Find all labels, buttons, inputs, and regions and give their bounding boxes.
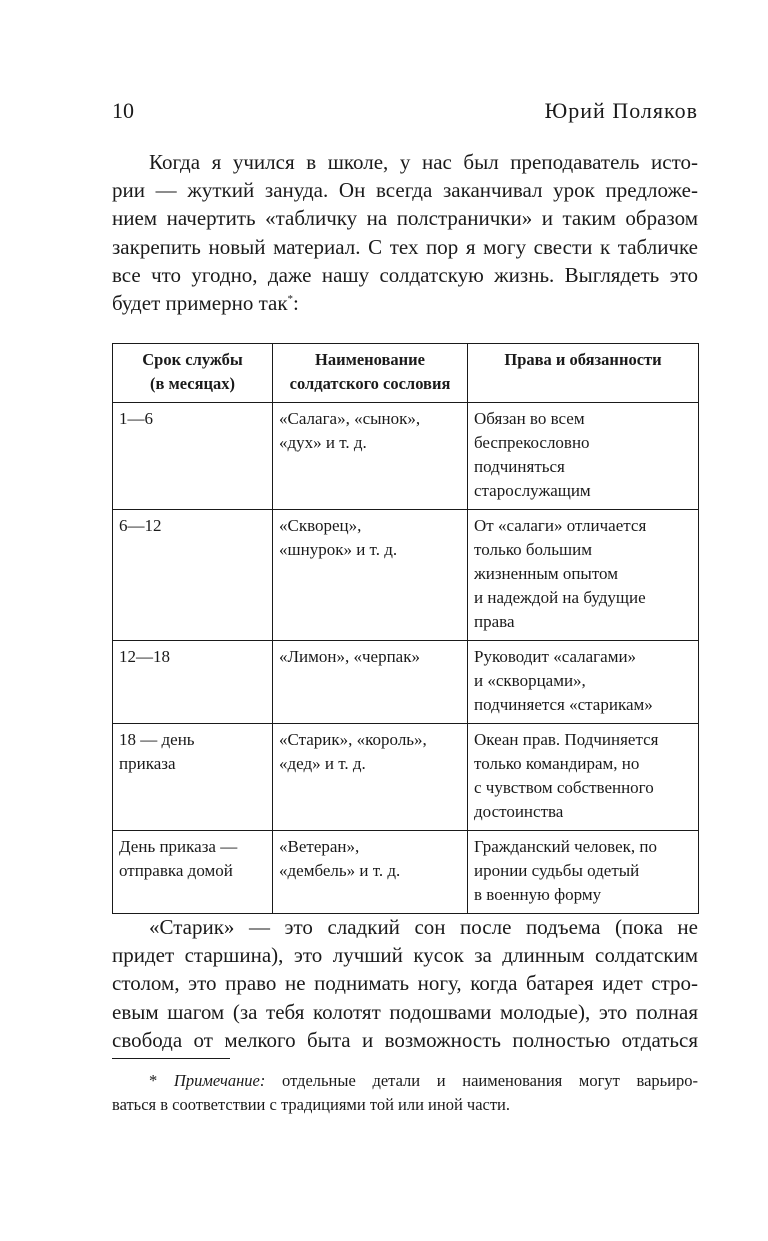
table-row bbox=[113, 724, 699, 831]
paragraph-line: Когда я учился в школе, у нас был преподаватель исто- bbox=[149, 150, 698, 174]
cell-name bbox=[273, 641, 468, 724]
footnote-text: отдельные детали и наименования могут варьиро- bbox=[282, 1071, 698, 1090]
cell-rights bbox=[468, 641, 699, 724]
cell-text: только командирам, но bbox=[474, 754, 640, 773]
header-text: (в месяцах) bbox=[149, 374, 236, 393]
header-name bbox=[273, 344, 468, 403]
paragraph-line: столом, это право не поднимать ногу, когда батарея идет стро- bbox=[112, 971, 698, 996]
table-header-row bbox=[113, 344, 699, 403]
footnote bbox=[112, 1069, 698, 1117]
table-row bbox=[113, 403, 699, 510]
footnote-marker: * bbox=[287, 293, 294, 306]
cell-rights bbox=[468, 510, 699, 641]
table-row bbox=[113, 831, 699, 914]
cell-term bbox=[113, 724, 273, 831]
cell-text: 6—12 bbox=[119, 516, 162, 535]
cell-text: иронии судьбы одетый bbox=[474, 861, 640, 880]
cell-text: приказа bbox=[119, 754, 176, 773]
cell-text: День приказа — bbox=[119, 837, 238, 856]
running-title: Юрий Поляков bbox=[544, 98, 698, 123]
header-rights bbox=[468, 344, 699, 403]
table-row bbox=[113, 510, 699, 641]
body-paragraph bbox=[112, 913, 698, 1054]
cell-term bbox=[113, 831, 273, 914]
book-page bbox=[112, 0, 698, 1241]
ranks-table bbox=[112, 343, 699, 914]
cell-text: «шнурок» и т. д. bbox=[279, 540, 398, 559]
cell-text: «Салага», «сынок», bbox=[279, 409, 421, 428]
cell-text: 1—6 bbox=[119, 409, 153, 428]
cell-rights bbox=[468, 831, 699, 914]
cell-text: 18 — день bbox=[119, 730, 195, 749]
paragraph-line-text: будет примерно так bbox=[112, 291, 288, 316]
paragraph-line: рии — жуткий зануда. Он всегда заканчивал урок предложе- bbox=[112, 178, 698, 203]
cell-text: беспрекословно bbox=[474, 433, 590, 452]
cell-text: От «салаги» отличается bbox=[474, 516, 647, 535]
cell-text: и «скворцами», bbox=[474, 671, 586, 690]
header-text: Срок службы bbox=[142, 350, 243, 369]
running-head bbox=[112, 96, 698, 126]
footnote-line bbox=[112, 1069, 698, 1093]
paragraph-line: придет старшина), это лучший кусок за длинным солдатским bbox=[112, 943, 698, 968]
cell-text: подчиняться bbox=[474, 457, 565, 476]
cell-name bbox=[273, 510, 468, 641]
footnote-divider bbox=[112, 1058, 230, 1059]
cell-text: и надеждой на будущие bbox=[474, 588, 646, 607]
footnote-label: Примечание: bbox=[173, 1071, 266, 1090]
paragraph-line-last bbox=[112, 289, 698, 317]
cell-text: «дембель» и т. д. bbox=[279, 861, 401, 880]
paragraph-line: свобода от мелкого быта и возможность полностью отдаться bbox=[112, 1027, 698, 1052]
cell-text: «Ветеран», bbox=[279, 837, 360, 856]
cell-text: в военную форму bbox=[474, 885, 602, 904]
cell-text: только большим bbox=[474, 540, 592, 559]
paragraph-line-tail: : bbox=[293, 291, 299, 316]
cell-name bbox=[273, 831, 468, 914]
cell-name bbox=[273, 724, 468, 831]
cell-text: Гражданский человек, по bbox=[474, 837, 657, 856]
header-term bbox=[113, 344, 273, 403]
cell-text: Океан прав. Подчиняется bbox=[474, 730, 659, 749]
paragraph-line: нием начертить «табличку на полстранички» и таким образом bbox=[112, 206, 698, 231]
header-text: Права и обязанности bbox=[504, 350, 662, 369]
cell-text: подчиняется «старикам» bbox=[474, 695, 653, 714]
cell-text: «Старик», «король», bbox=[279, 730, 427, 749]
paragraph-line: «Старик» — это сладкий сон после подъема (пока не bbox=[149, 915, 698, 939]
cell-rights bbox=[468, 403, 699, 510]
cell-text: «дед» и т. д. bbox=[279, 754, 366, 773]
cell-text: 12—18 bbox=[119, 647, 170, 666]
cell-name bbox=[273, 403, 468, 510]
cell-text: достоинства bbox=[474, 802, 564, 821]
cell-rights bbox=[468, 724, 699, 831]
cell-term bbox=[113, 510, 273, 641]
paragraph-line: евым шагом (за тебя колотят подошвами молодые), это полная bbox=[112, 999, 698, 1024]
cell-term bbox=[113, 403, 273, 510]
table-row bbox=[113, 641, 699, 724]
cell-text: права bbox=[474, 612, 515, 631]
cell-term bbox=[113, 641, 273, 724]
cell-text: отправка домой bbox=[119, 861, 233, 880]
cell-text: старослужащим bbox=[474, 481, 591, 500]
cell-text: Обязан во всем bbox=[474, 409, 585, 428]
cell-text: «дух» и т. д. bbox=[279, 433, 367, 452]
paragraph-line: закрепить новый материал. С тех пор я могу свести к табличке bbox=[112, 234, 698, 259]
cell-text: с чувством собственного bbox=[474, 778, 654, 797]
cell-text: Руководит «салагами» bbox=[474, 647, 637, 666]
footnote-marker: * bbox=[149, 1071, 158, 1090]
cell-text: «Скворец», bbox=[279, 516, 362, 535]
footnote-line: ваться в соответствии с традициями той или иной части. bbox=[112, 1095, 511, 1114]
cell-text: жизненным опытом bbox=[474, 564, 618, 583]
header-text: Наименование bbox=[315, 350, 425, 369]
page-number: 10 bbox=[112, 98, 134, 123]
intro-paragraph bbox=[112, 148, 698, 317]
cell-text: «Лимон», «черпак» bbox=[279, 647, 420, 666]
header-text: солдатского сословия bbox=[289, 374, 451, 393]
paragraph-line: все что угодно, даже нашу солдатскую жизнь. Выглядеть это bbox=[112, 262, 698, 287]
